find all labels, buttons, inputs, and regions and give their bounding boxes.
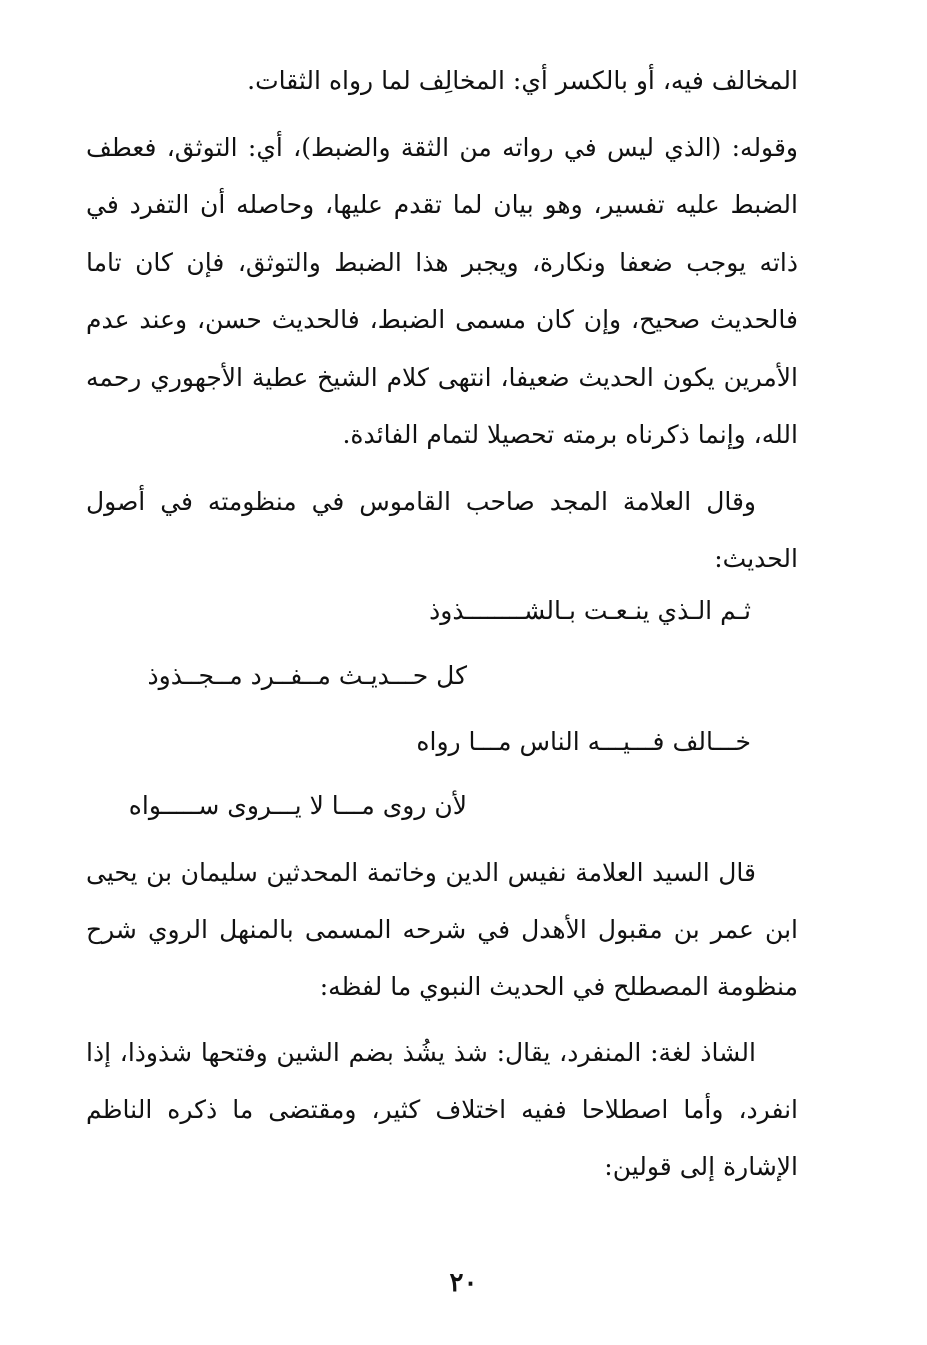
paragraph-continuation: المخالف فيه، أو بالكسر أي: المخالِف لما رواه الثقات. [247, 66, 798, 95]
verse-line-1: ثـم الـذي ينـعـت بـالشــــــــذوذ [429, 596, 751, 625]
lower-text-block [86, 844, 798, 1204]
paragraph-definition: الشاذ لغة: المنفرد، يقال: شذ يشُذ بضم الشين وفتحها شذوذا، إذا انفرد، وأما اصطلاحا ففيه اختلاف كثير، ومقتضى ما ذكره الناظم الإشارة إلى قولين: [86, 1038, 798, 1181]
paragraph-citation: قال السيد العلامة نفيس الدين وخاتمة المحدثين سليمان بن يحيى ابن عمر بن مقبول الأهدل في شرحه المسمى بالمنهل الروي شرح منظومة المصطلح في الحديث النبوي ما لفظه: [86, 858, 798, 1001]
verse-line-3: خـــالف فـــيـــه الناس مـــا رواه [416, 727, 751, 756]
upper-text-block [86, 52, 798, 597]
verse-line-4: لأن روى مـــا لا يـــروى ســـــواه [128, 791, 467, 820]
paragraph-intro-poem: وقال العلامة المجد صاحب القاموس في منظومته في أصول الحديث: [86, 486, 798, 573]
paragraph-quote-explanation: وقوله: (الذي ليس في رواته من الثقة والضبط)، أي: التوثق، فعطف الضبط عليه تفسير، وهو بيان لما تقدم عليها، وحاصله أن التفرد في ذاته يوجب ضعفا ونكارة، ويجبر هذا الضبط والتوثق، فإن كان تاما فالحديث صحيح، وإن كان مسمى الضبط، فالحديث حسن، وعند عدم الأمرين يكون الحديث ضعيفا، انتهى كلام الشيخ عطية الأجهوري رحمه الله، وإنما ذكرناه برمته تحصيلا لتمام الفائدة. [86, 132, 798, 449]
verse-line-2: كل حـــديـث مــفــرد مــجــذوذ [147, 661, 467, 690]
page-number: ٢٠ [449, 1268, 478, 1298]
